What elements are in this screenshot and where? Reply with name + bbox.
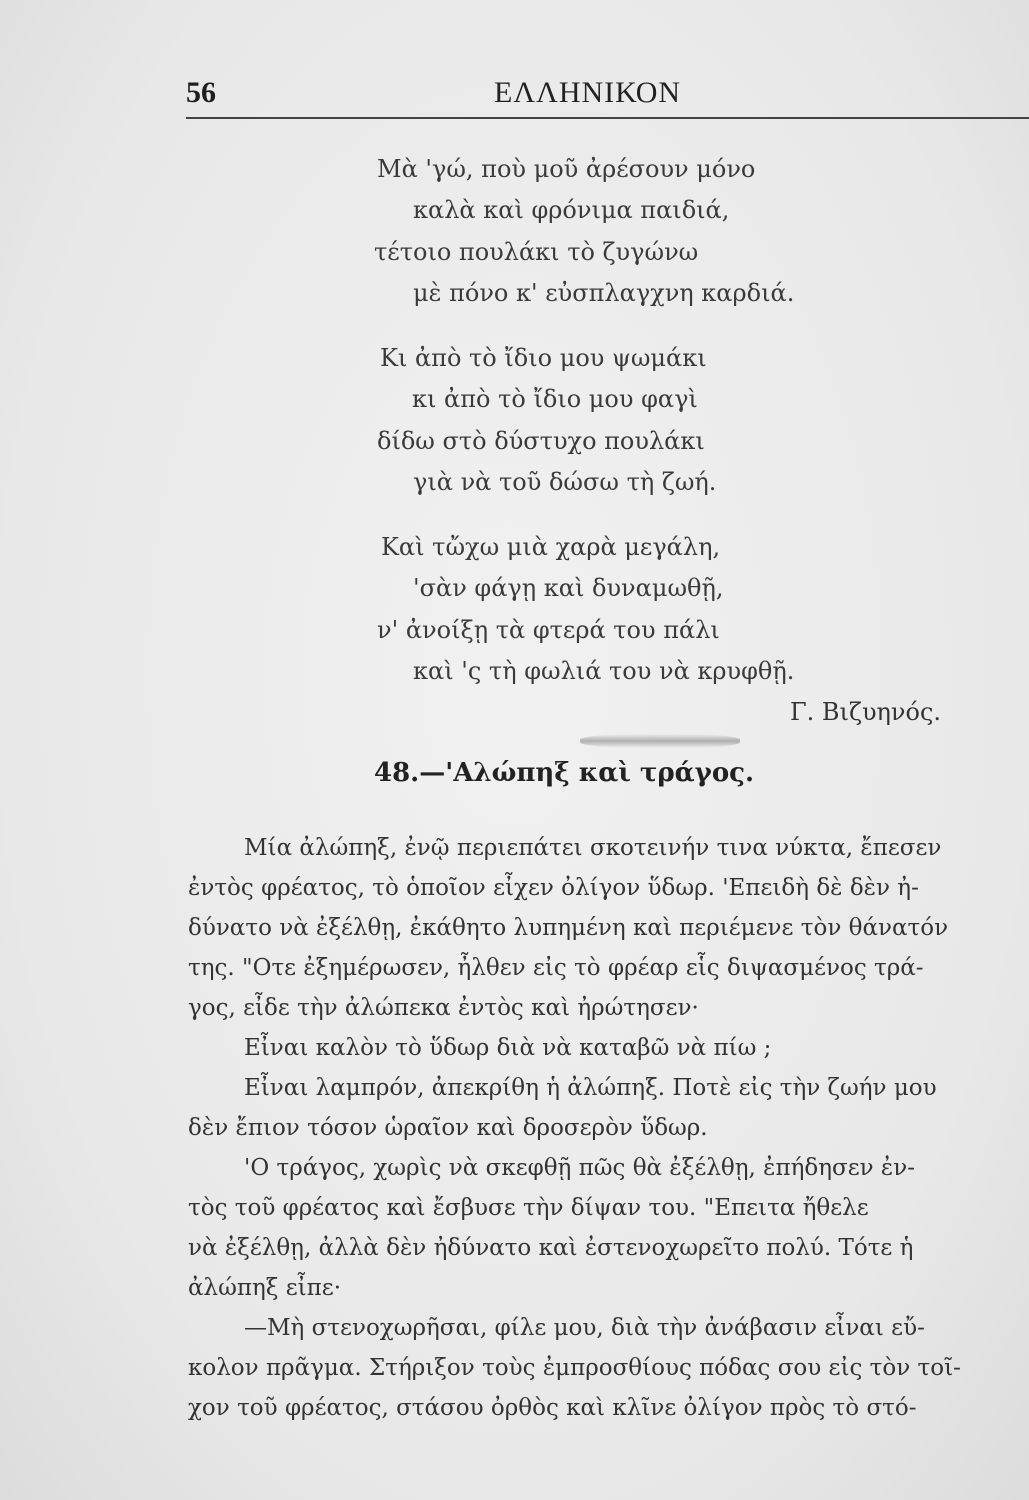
poem-line: δίδω στὸ δύστυχο πουλάκι [377, 427, 705, 455]
ornament-divider [580, 734, 740, 748]
page-header [186, 70, 1016, 120]
section-title: 48.—'Αλώπηξ καὶ τράγος. [374, 758, 755, 788]
prose-line [188, 1395, 1016, 1421]
prose-line [244, 1075, 1016, 1101]
prose-text: ἀλώπηξ εἶπε· [188, 1275, 342, 1301]
prose-text: 'Ο τράγος, χωρὶς νὰ σκεφθῇ πῶς θὰ ἐξέλθῃ, ἐπήδησεν ἐν- [244, 1155, 916, 1181]
prose-line [188, 995, 1016, 1021]
poem-line: καὶ 'ς τὴ φωλιά του νὰ κρυφθῇ. [413, 657, 795, 685]
poem-author: Γ. Βιζυηνός. [790, 698, 942, 726]
poem-line: 'σὰν φάγῃ καὶ δυναμωθῇ, [413, 574, 724, 602]
poem-line: τέτοιο πουλάκι τὸ ζυγώνω [374, 238, 699, 266]
prose-text: τὸς τοῦ φρέατος καὶ ἔσβυσε τὴν δίψαν του. "Επειτα ἤθελε [188, 1195, 869, 1221]
prose-line [188, 1275, 1016, 1301]
prose-line [188, 1195, 1016, 1221]
prose-text: κολον πρᾶγμα. Στήριξον τοὺς ἐμπροσθίους πόδας σου εἰς τὸν τοῖ- [188, 1355, 961, 1381]
prose-line [188, 1355, 1016, 1381]
prose-line [188, 875, 1016, 901]
running-head-title: ΕΛΛΗΝΙΚΟΝ [494, 76, 682, 109]
prose-line [188, 1115, 1016, 1141]
poem-line: μὲ πόνο κ' εὐσπλαγχνη καρδιά. [413, 279, 795, 307]
page-number: 56 [186, 76, 216, 109]
prose-text: ἐντὸς φρέατος, τὸ ὁποῖον εἶχεν ὀλίγον ὕδωρ. 'Επειδὴ δὲ δὲν ἠ- [188, 875, 919, 901]
poem-line: κι ἀπὸ τὸ ἴδιο μου φαγὶ [412, 385, 698, 413]
poem-line: Μὰ 'γώ, ποὺ μοῦ ἀρέσουν μόνο [377, 155, 756, 183]
prose-line [188, 915, 1016, 941]
prose-text: χον τοῦ φρέατος, στάσου ὀρθὸς καὶ κλῖνε ὀλίγον πρὸς τὸ στό- [188, 1395, 917, 1421]
poem-line: ν' ἀνοίξῃ τὰ φτερά του πάλι [377, 616, 720, 644]
poem-line: Κι ἀπὸ τὸ ἴδιο μου ψωμάκι [380, 344, 707, 372]
poem-line: γιὰ νὰ τοῦ δώσω τὴ ζωή. [413, 468, 717, 496]
prose-line [188, 1235, 1016, 1261]
prose-text: Εἶναι καλὸν τὸ ὕδωρ διὰ νὰ καταβῶ νὰ πίω ; [244, 1035, 772, 1061]
prose-text: γος, εἶδε τὴν ἀλώπεκα ἐντὸς καὶ ἠρώτησεν· [188, 995, 699, 1021]
prose-line [188, 955, 1016, 981]
prose-text: της. "Οτε ἐξημέρωσεν, ἦλθεν εἰς τὸ φρέαρ εἷς διψασμένος τρά- [188, 955, 924, 981]
prose-line [244, 835, 1016, 861]
prose-text: —Μὴ στενοχωρῆσαι, φίλε μου, διὰ τὴν ἀνάβασιν εἶναι εὔ- [244, 1315, 925, 1341]
prose-text: δὲν ἔπιον τόσον ὡραῖον καὶ δροσερὸν ὕδωρ. [188, 1115, 708, 1141]
prose-text: νὰ ἐξέλθῃ, ἀλλὰ δὲν ἠδύνατο καὶ ἐστενοχωρεῖτο πολύ. Τότε ἡ [188, 1235, 914, 1261]
prose-text: Μία ἀλώπηξ, ἐνῷ περιεπάτει σκοτεινήν τινα νύκτα, ἔπεσεν [244, 835, 942, 861]
header-rule [186, 117, 1029, 119]
poem-line: καλὰ καὶ φρόνιμα παιδιά, [413, 196, 730, 224]
poem-line: Καὶ τὤχω μιὰ χαρὰ μεγάλη, [381, 533, 721, 561]
prose-line [244, 1035, 1016, 1061]
prose-text: Εἶναι λαμπρόν, ἀπεκρίθη ἡ ἀλώπηξ. Ποτὲ εἰς τὴν ζωήν μου [244, 1075, 937, 1101]
prose-text: δύνατο νὰ ἐξέλθῃ, ἐκάθητο λυπημένη καὶ περιέμενε τὸν θάνατόν [188, 915, 949, 941]
prose-line [244, 1315, 1016, 1341]
prose-line [244, 1155, 1016, 1181]
